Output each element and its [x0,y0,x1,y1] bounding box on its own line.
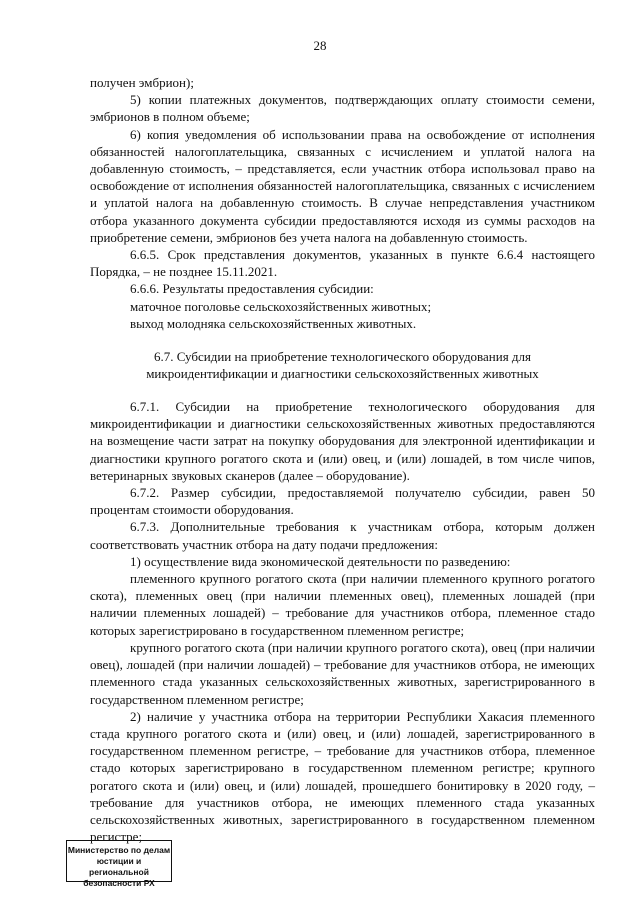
paragraph: 6.7.3. Дополнительные требования к участникам отбора, которым должен соответствовать участник отбора на дату подачи предложения: [90,519,595,552]
paragraph: 2) наличие у участника отбора на территории Республики Хакасия племенного стада крупного рогатого скота и (или) овец, и (или) лошадей, зарегистрированного в государственном племенном регистре, – требование для участников отбора, племенное стадо которых зарегистрировано в государственном племенном регистре; крупного рогатого скота и (или) овец, и (или) лошадей, прошедшего бонитировку в 2020 году, – требование для участников отбора, не имеющих племенного стада указанных сельскохозяйственных животных, зарегистрированного в государственном племенном регистре; [90,708,595,845]
paragraph: 6.6.6. Результаты предоставления субсидии: [130,281,374,297]
stamp-line: юстиции и региональной [89,856,149,877]
paragraph: крупного рогатого скота (при наличии крупного рогатого скота), овец (при наличии овец), лошадей (при наличии лошадей) – требование для участников отбора, не имеющих племенного стада указанных сельскохозяйственных животных, зарегистрированного в государственном племенном регистре; [90,639,595,707]
document-body [90,74,595,845]
page-number: 28 [313,38,327,53]
stamp-line: Министерство по делам [67,845,171,855]
paragraph: 1) осуществление вида экономической деятельности по разведению: [130,553,511,569]
paragraph: 6.7.1. Субсидии на приобретение технологического оборудования для микроидентификации и диагностики сельскохозяйственных животных предоставляются на возмещение части затрат на покупку оборудования для электронной идентификации и диагностики крупного рогатого скота и (или) овец, и (или) лошадей, в том числе чипов, ветеринарных звуковых сканеров (далее – оборудование). [90,399,595,483]
section-heading: 6.7. Субсидии на приобретение технологического оборудования для микроидентификации и диагностики сельскохозяйственных животных [146,349,539,382]
paragraph: получен эмбрион); [90,75,194,90]
paragraph: 6.6.5. Срок представления документов, указанных в пункте 6.6.4 настоящего Порядка, – не позднее 15.11.2021. [90,247,595,280]
paragraph: маточное поголовье сельскохозяйственных животных; [130,298,432,314]
stamp-line: безопасности РХ [83,878,155,888]
paragraph: племенного крупного рогатого скота (при наличии племенного крупного рогатого скота), племенных овец (при наличии племенных овец), племенных лошадей (при наличии племенных лошадей) – требование для участников отбора, племенное стадо которых зарегистрировано в государственном племенном регистре; [90,571,595,638]
registration-stamp [66,840,172,888]
paragraph: 6.7.2. Размер субсидии, предоставляемой получателю субсидии, равен 50 процентам стоимости оборудования. [90,485,595,518]
paragraph: выход молодняка сельскохозяйственных животных. [130,315,417,331]
paragraph: 6) копия уведомления об использовании права на освобождение от исполнения обязанностей налогоплательщика, связанных с исчислением и уплатой налога на добавленную стоимость, – представляется, если участник отбора использовал право на освобождение от исполнения обязанностей налогоплательщика, связанных с исчислением и уплатой налога на добавленную стоимость. В случае непредставления участником отбора указанного документа субсидии предоставляются исходя из суммы расходов на приобретение семени, эмбрионов без учета налога на добавленную стоимость. [90,126,595,245]
paragraph: 5) копии платежных документов, подтверждающих оплату стоимости семени, эмбрионов в полном объеме; [90,92,595,125]
